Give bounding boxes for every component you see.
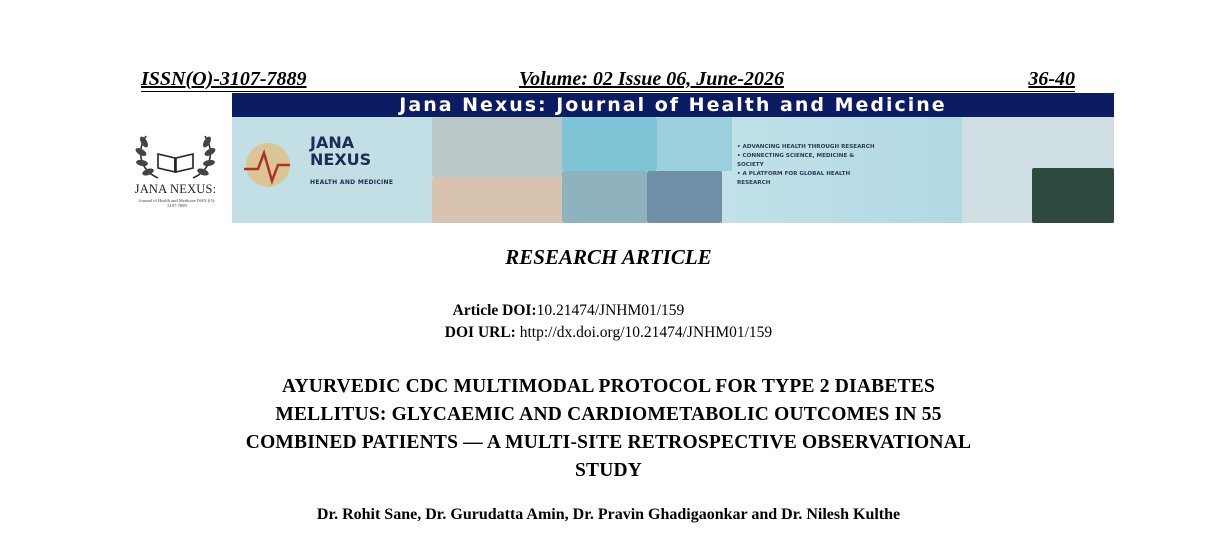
doi-url-link[interactable]: http://dx.doi.org/10.21474/JNHM01/159 bbox=[519, 324, 773, 341]
title-line: MELLITUS: GLYCAEMIC AND CARDIOMETABOLIC OUTCOMES IN 55 bbox=[275, 404, 942, 425]
journal-banner bbox=[232, 93, 1114, 223]
logo-subtitle: Journal of Health and Medicine ISSN (O): 3107-7889 bbox=[138, 198, 216, 208]
author-list: Dr. Rohit Sane, Dr. Gurudatta Amin, Dr. Pravin Ghadigaonkar and Dr. Nilesh Kulthe bbox=[316, 506, 901, 523]
banner-journal-title: Jana Nexus: Journal of Health and Medicine bbox=[399, 94, 947, 116]
banner-panel-scientist bbox=[647, 171, 722, 223]
banner-bullet: • ADVANCING HEALTH THROUGH RESEARCH bbox=[737, 144, 875, 150]
banner-panel-dna bbox=[562, 117, 657, 171]
doi-label: Article DOI: bbox=[452, 302, 537, 319]
page-range: 36-40 bbox=[1028, 68, 1075, 90]
title-line: STUDY bbox=[574, 460, 643, 481]
banner-panel-pills bbox=[432, 117, 562, 177]
banner-panel-stethoscope bbox=[432, 177, 562, 223]
laurel-book-icon bbox=[118, 126, 233, 184]
article-doi bbox=[0, 302, 1177, 320]
title-line: AYURVEDIC CDC MULTIMODAL PROTOCOL FOR TYPE 2 DIABETES bbox=[282, 376, 935, 397]
banner-bullet: • CONNECTING SCIENCE, MEDICINE & bbox=[737, 153, 855, 159]
banner-brand bbox=[310, 134, 371, 168]
banner-panel-stethoscope-dark bbox=[1032, 168, 1114, 223]
article-title bbox=[130, 373, 1087, 485]
banner-bullets bbox=[737, 143, 957, 188]
issn: ISSN(O)-3107-7889 bbox=[141, 68, 307, 90]
banner-brand-line2: NEXUS bbox=[310, 150, 372, 169]
banner-brand-tagline: HEALTH AND MEDICINE bbox=[310, 179, 394, 186]
logo-name: JANA NEXUS: bbox=[134, 182, 217, 196]
doi-value: 10.21474/JNHM01/159 bbox=[536, 302, 685, 319]
article-doi-url bbox=[0, 324, 1217, 342]
banner-panel-syringe bbox=[657, 117, 732, 171]
doi-url-label: DOI URL: bbox=[444, 324, 516, 341]
banner-bullet: SOCIETY bbox=[737, 162, 764, 168]
banner-brand-line1: JANA bbox=[310, 133, 355, 152]
banner-bullet: • A PLATFORM FOR GLOBAL HEALTH bbox=[737, 171, 851, 177]
article-type: RESEARCH ARTICLE bbox=[505, 245, 712, 269]
banner-panel-lab bbox=[562, 171, 647, 223]
banner-bullet: RESEARCH bbox=[737, 180, 771, 186]
journal-logo bbox=[118, 126, 233, 218]
title-line: COMBINED PATIENTS — A MULTI-SITE RETROSPECTIVE OBSERVATIONAL bbox=[245, 432, 972, 453]
running-header bbox=[141, 68, 1075, 90]
volume-issue: Volume: 02 Issue 06, June-2026 bbox=[519, 68, 785, 90]
header-rule bbox=[141, 91, 1075, 92]
